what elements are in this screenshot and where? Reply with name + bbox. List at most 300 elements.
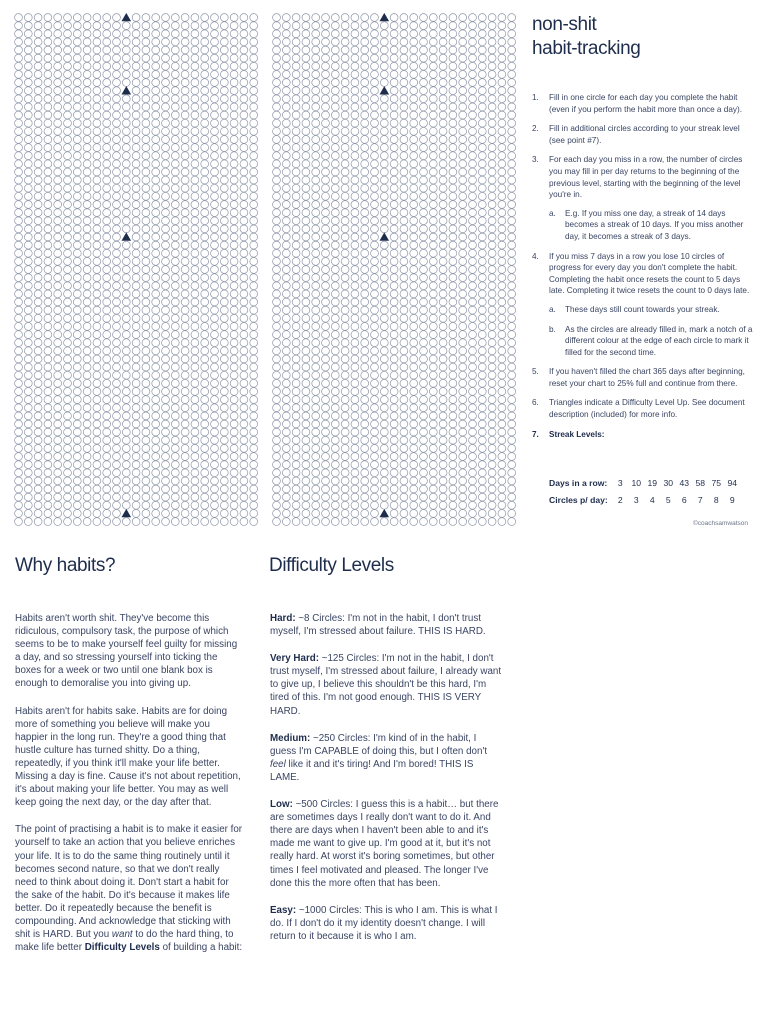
habit-circle[interactable] (171, 461, 179, 469)
habit-circle[interactable] (24, 209, 32, 217)
habit-circle[interactable] (64, 461, 72, 469)
habit-circle[interactable] (429, 363, 437, 371)
habit-circle[interactable] (93, 298, 101, 306)
habit-circle[interactable] (292, 54, 300, 62)
habit-circle[interactable] (240, 136, 248, 144)
habit-circle[interactable] (508, 363, 516, 371)
habit-circle[interactable] (410, 22, 418, 30)
habit-circle[interactable] (400, 371, 408, 379)
habit-circle[interactable] (449, 127, 457, 135)
habit-circle[interactable] (351, 501, 359, 509)
habit-circle[interactable] (142, 38, 150, 46)
habit-circle[interactable] (439, 168, 447, 176)
habit-circle[interactable] (73, 363, 81, 371)
habit-circle[interactable] (410, 355, 418, 363)
habit-circle[interactable] (54, 266, 62, 274)
habit-circle[interactable] (449, 103, 457, 111)
habit-circle[interactable] (273, 119, 281, 127)
habit-circle[interactable] (410, 71, 418, 79)
habit-circle[interactable] (449, 184, 457, 192)
habit-circle[interactable] (488, 192, 496, 200)
habit-circle[interactable] (351, 477, 359, 485)
habit-circle[interactable] (152, 22, 160, 30)
habit-circle[interactable] (24, 62, 32, 70)
habit-circle[interactable] (220, 127, 228, 135)
habit-circle[interactable] (371, 453, 379, 461)
habit-circle[interactable] (24, 249, 32, 257)
habit-circle[interactable] (439, 225, 447, 233)
habit-circle[interactable] (273, 444, 281, 452)
habit-circle[interactable] (142, 79, 150, 87)
habit-circle[interactable] (273, 71, 281, 79)
habit-circle[interactable] (44, 192, 52, 200)
habit-circle[interactable] (15, 477, 23, 485)
habit-circle[interactable] (54, 14, 62, 22)
habit-circle[interactable] (371, 436, 379, 444)
habit-circle[interactable] (282, 144, 290, 152)
habit-circle[interactable] (282, 510, 290, 518)
habit-circle[interactable] (64, 290, 72, 298)
habit-circle[interactable] (459, 444, 467, 452)
habit-circle[interactable] (420, 412, 428, 420)
habit-circle[interactable] (371, 314, 379, 322)
habit-circle[interactable] (371, 339, 379, 347)
habit-circle[interactable] (15, 444, 23, 452)
habit-circle[interactable] (351, 420, 359, 428)
habit-circle[interactable] (64, 428, 72, 436)
habit-circle[interactable] (230, 493, 238, 501)
habit-circle[interactable] (34, 444, 42, 452)
habit-circle[interactable] (54, 347, 62, 355)
habit-circle[interactable] (24, 103, 32, 111)
habit-circle[interactable] (282, 201, 290, 209)
habit-circle[interactable] (312, 436, 320, 444)
habit-circle[interactable] (459, 62, 467, 70)
habit-circle[interactable] (380, 127, 388, 135)
habit-circle[interactable] (93, 355, 101, 363)
habit-circle[interactable] (93, 282, 101, 290)
habit-circle[interactable] (469, 412, 477, 420)
habit-circle[interactable] (459, 469, 467, 477)
habit-circle[interactable] (273, 314, 281, 322)
habit-circle[interactable] (64, 71, 72, 79)
habit-circle[interactable] (273, 396, 281, 404)
habit-circle[interactable] (400, 290, 408, 298)
habit-circle[interactable] (341, 241, 349, 249)
habit-circle[interactable] (230, 87, 238, 95)
habit-circle[interactable] (341, 184, 349, 192)
habit-circle[interactable] (508, 323, 516, 331)
habit-circle[interactable] (220, 355, 228, 363)
habit-circle[interactable] (162, 331, 170, 339)
habit-circle[interactable] (64, 62, 72, 70)
habit-circle[interactable] (488, 323, 496, 331)
habit-circle[interactable] (380, 144, 388, 152)
habit-circle[interactable] (410, 46, 418, 54)
habit-circle[interactable] (331, 355, 339, 363)
habit-circle[interactable] (93, 119, 101, 127)
habit-circle[interactable] (488, 95, 496, 103)
habit-circle[interactable] (15, 339, 23, 347)
habit-circle[interactable] (371, 160, 379, 168)
habit-circle[interactable] (201, 103, 209, 111)
habit-circle[interactable] (181, 347, 189, 355)
habit-circle[interactable] (429, 127, 437, 135)
habit-circle[interactable] (15, 258, 23, 266)
habit-circle[interactable] (181, 290, 189, 298)
habit-circle[interactable] (44, 282, 52, 290)
habit-circle[interactable] (162, 62, 170, 70)
habit-circle[interactable] (54, 339, 62, 347)
habit-circle[interactable] (201, 388, 209, 396)
habit-circle[interactable] (93, 54, 101, 62)
habit-circle[interactable] (410, 201, 418, 209)
habit-circle[interactable] (152, 184, 160, 192)
habit-circle[interactable] (331, 306, 339, 314)
habit-circle[interactable] (469, 444, 477, 452)
habit-circle[interactable] (420, 184, 428, 192)
habit-circle[interactable] (439, 136, 447, 144)
habit-circle[interactable] (341, 87, 349, 95)
habit-circle[interactable] (220, 136, 228, 144)
habit-circle[interactable] (390, 290, 398, 298)
habit-circle[interactable] (282, 95, 290, 103)
habit-circle[interactable] (459, 192, 467, 200)
habit-circle[interactable] (508, 493, 516, 501)
habit-circle[interactable] (220, 144, 228, 152)
habit-circle[interactable] (498, 119, 506, 127)
habit-circle[interactable] (302, 46, 310, 54)
habit-circle[interactable] (142, 201, 150, 209)
habit-circle[interactable] (498, 306, 506, 314)
habit-circle[interactable] (201, 282, 209, 290)
habit-circle[interactable] (439, 62, 447, 70)
habit-circle[interactable] (171, 404, 179, 412)
habit-circle[interactable] (302, 510, 310, 518)
habit-circle[interactable] (64, 144, 72, 152)
habit-circle[interactable] (498, 225, 506, 233)
habit-circle[interactable] (322, 428, 330, 436)
habit-circle[interactable] (312, 274, 320, 282)
habit-circle[interactable] (44, 79, 52, 87)
habit-circle[interactable] (429, 420, 437, 428)
habit-circle[interactable] (380, 404, 388, 412)
habit-circle[interactable] (400, 54, 408, 62)
habit-circle[interactable] (230, 339, 238, 347)
habit-circle[interactable] (113, 160, 121, 168)
habit-circle[interactable] (282, 290, 290, 298)
habit-circle[interactable] (449, 306, 457, 314)
habit-circle[interactable] (240, 412, 248, 420)
habit-circle[interactable] (361, 87, 369, 95)
habit-circle[interactable] (171, 168, 179, 176)
habit-circle[interactable] (351, 290, 359, 298)
habit-circle[interactable] (449, 404, 457, 412)
habit-circle[interactable] (420, 71, 428, 79)
habit-circle[interactable] (181, 184, 189, 192)
habit-circle[interactable] (93, 339, 101, 347)
habit-circle[interactable] (152, 176, 160, 184)
habit-circle[interactable] (93, 176, 101, 184)
habit-circle[interactable] (64, 485, 72, 493)
habit-circle[interactable] (181, 103, 189, 111)
habit-circle[interactable] (508, 274, 516, 282)
habit-circle[interactable] (351, 30, 359, 38)
habit-circle[interactable] (34, 209, 42, 217)
habit-circle[interactable] (282, 241, 290, 249)
habit-circle[interactable] (282, 501, 290, 509)
habit-circle[interactable] (34, 453, 42, 461)
habit-circle[interactable] (152, 323, 160, 331)
habit-circle[interactable] (162, 152, 170, 160)
habit-circle[interactable] (15, 323, 23, 331)
habit-circle[interactable] (250, 420, 258, 428)
habit-circle[interactable] (400, 469, 408, 477)
habit-circle[interactable] (152, 119, 160, 127)
habit-circle[interactable] (371, 233, 379, 241)
habit-circle[interactable] (54, 404, 62, 412)
habit-circle[interactable] (469, 436, 477, 444)
habit-circle[interactable] (508, 192, 516, 200)
habit-circle[interactable] (410, 282, 418, 290)
habit-circle[interactable] (331, 258, 339, 266)
habit-circle[interactable] (103, 444, 111, 452)
habit-circle[interactable] (488, 493, 496, 501)
habit-circle[interactable] (142, 241, 150, 249)
habit-circle[interactable] (250, 469, 258, 477)
habit-circle[interactable] (429, 46, 437, 54)
habit-circle[interactable] (15, 209, 23, 217)
habit-circle[interactable] (142, 249, 150, 257)
habit-circle[interactable] (250, 355, 258, 363)
habit-circle[interactable] (331, 168, 339, 176)
habit-circle[interactable] (15, 388, 23, 396)
habit-circle[interactable] (380, 103, 388, 111)
habit-circle[interactable] (478, 282, 486, 290)
habit-circle[interactable] (312, 14, 320, 22)
habit-circle[interactable] (250, 103, 258, 111)
habit-circle[interactable] (171, 274, 179, 282)
habit-circle[interactable] (302, 168, 310, 176)
habit-circle[interactable] (478, 62, 486, 70)
habit-circle[interactable] (152, 38, 160, 46)
habit-circle[interactable] (508, 298, 516, 306)
habit-circle[interactable] (73, 469, 81, 477)
habit-circle[interactable] (351, 274, 359, 282)
habit-circle[interactable] (439, 388, 447, 396)
habit-circle[interactable] (292, 469, 300, 477)
habit-circle[interactable] (380, 331, 388, 339)
habit-circle[interactable] (93, 62, 101, 70)
habit-circle[interactable] (132, 444, 140, 452)
habit-circle[interactable] (429, 379, 437, 387)
habit-circle[interactable] (64, 282, 72, 290)
habit-circle[interactable] (44, 493, 52, 501)
habit-circle[interactable] (292, 71, 300, 79)
habit-circle[interactable] (469, 274, 477, 282)
habit-circle[interactable] (64, 412, 72, 420)
habit-circle[interactable] (132, 355, 140, 363)
habit-circle[interactable] (420, 282, 428, 290)
habit-circle[interactable] (34, 119, 42, 127)
habit-circle[interactable] (44, 136, 52, 144)
habit-circle[interactable] (400, 493, 408, 501)
habit-circle[interactable] (122, 363, 130, 371)
habit-circle[interactable] (400, 160, 408, 168)
habit-circle[interactable] (240, 95, 248, 103)
habit-circle[interactable] (24, 38, 32, 46)
habit-circle[interactable] (201, 30, 209, 38)
habit-circle[interactable] (361, 485, 369, 493)
habit-circle[interactable] (201, 136, 209, 144)
habit-circle[interactable] (302, 160, 310, 168)
habit-circle[interactable] (122, 144, 130, 152)
habit-circle[interactable] (508, 404, 516, 412)
habit-circle[interactable] (250, 192, 258, 200)
habit-circle[interactable] (162, 412, 170, 420)
habit-circle[interactable] (469, 217, 477, 225)
habit-circle[interactable] (459, 363, 467, 371)
habit-circle[interactable] (361, 396, 369, 404)
habit-circle[interactable] (478, 331, 486, 339)
habit-circle[interactable] (64, 87, 72, 95)
habit-circle[interactable] (113, 184, 121, 192)
habit-circle[interactable] (113, 87, 121, 95)
habit-circle[interactable] (410, 371, 418, 379)
habit-circle[interactable] (132, 453, 140, 461)
habit-circle[interactable] (282, 217, 290, 225)
habit-circle[interactable] (240, 485, 248, 493)
habit-circle[interactable] (142, 95, 150, 103)
habit-circle[interactable] (64, 331, 72, 339)
habit-circle[interactable] (390, 420, 398, 428)
habit-circle[interactable] (132, 144, 140, 152)
habit-circle[interactable] (331, 192, 339, 200)
habit-circle[interactable] (498, 436, 506, 444)
habit-circle[interactable] (240, 103, 248, 111)
habit-circle[interactable] (312, 363, 320, 371)
habit-circle[interactable] (250, 209, 258, 217)
habit-circle[interactable] (488, 501, 496, 509)
habit-circle[interactable] (498, 127, 506, 135)
habit-circle[interactable] (44, 363, 52, 371)
habit-circle[interactable] (351, 282, 359, 290)
habit-circle[interactable] (390, 461, 398, 469)
habit-circle[interactable] (73, 314, 81, 322)
habit-circle[interactable] (429, 314, 437, 322)
habit-circle[interactable] (24, 79, 32, 87)
habit-circle[interactable] (273, 201, 281, 209)
habit-circle[interactable] (488, 388, 496, 396)
habit-circle[interactable] (250, 168, 258, 176)
habit-circle[interactable] (459, 371, 467, 379)
habit-circle[interactable] (361, 461, 369, 469)
habit-circle[interactable] (54, 420, 62, 428)
habit-circle[interactable] (152, 46, 160, 54)
habit-circle[interactable] (93, 347, 101, 355)
habit-circle[interactable] (64, 306, 72, 314)
habit-circle[interactable] (459, 46, 467, 54)
habit-circle[interactable] (331, 461, 339, 469)
habit-circle[interactable] (312, 95, 320, 103)
habit-circle[interactable] (312, 152, 320, 160)
habit-circle[interactable] (351, 379, 359, 387)
habit-circle[interactable] (459, 453, 467, 461)
habit-circle[interactable] (64, 436, 72, 444)
habit-circle[interactable] (302, 54, 310, 62)
habit-circle[interactable] (44, 331, 52, 339)
habit-circle[interactable] (15, 282, 23, 290)
habit-circle[interactable] (351, 233, 359, 241)
habit-circle[interactable] (201, 119, 209, 127)
habit-circle[interactable] (361, 388, 369, 396)
habit-circle[interactable] (449, 152, 457, 160)
habit-circle[interactable] (282, 469, 290, 477)
habit-circle[interactable] (469, 127, 477, 135)
habit-circle[interactable] (341, 217, 349, 225)
habit-circle[interactable] (322, 209, 330, 217)
habit-circle[interactable] (44, 518, 52, 526)
habit-circle[interactable] (211, 38, 219, 46)
habit-circle[interactable] (132, 233, 140, 241)
habit-circle[interactable] (73, 379, 81, 387)
habit-circle[interactable] (420, 201, 428, 209)
habit-circle[interactable] (400, 176, 408, 184)
habit-circle[interactable] (380, 266, 388, 274)
habit-circle[interactable] (273, 323, 281, 331)
habit-circle[interactable] (292, 168, 300, 176)
habit-circle[interactable] (439, 144, 447, 152)
habit-circle[interactable] (34, 176, 42, 184)
habit-circle[interactable] (240, 282, 248, 290)
habit-circle[interactable] (302, 136, 310, 144)
habit-circle[interactable] (292, 339, 300, 347)
habit-circle[interactable] (15, 160, 23, 168)
habit-circle[interactable] (162, 428, 170, 436)
habit-circle[interactable] (478, 46, 486, 54)
habit-circle[interactable] (24, 192, 32, 200)
habit-circle[interactable] (230, 119, 238, 127)
habit-circle[interactable] (142, 396, 150, 404)
habit-circle[interactable] (273, 518, 281, 526)
habit-circle[interactable] (341, 396, 349, 404)
habit-circle[interactable] (380, 298, 388, 306)
habit-circle[interactable] (371, 209, 379, 217)
habit-circle[interactable] (469, 298, 477, 306)
habit-circle[interactable] (400, 233, 408, 241)
habit-circle[interactable] (181, 323, 189, 331)
habit-circle[interactable] (191, 62, 199, 70)
habit-circle[interactable] (15, 225, 23, 233)
habit-circle[interactable] (488, 290, 496, 298)
habit-circle[interactable] (322, 225, 330, 233)
habit-circle[interactable] (449, 266, 457, 274)
habit-circle[interactable] (201, 152, 209, 160)
habit-circle[interactable] (171, 22, 179, 30)
habit-circle[interactable] (64, 510, 72, 518)
habit-circle[interactable] (103, 485, 111, 493)
habit-circle[interactable] (331, 62, 339, 70)
habit-circle[interactable] (459, 355, 467, 363)
habit-circle[interactable] (331, 282, 339, 290)
habit-circle[interactable] (103, 14, 111, 22)
habit-circle[interactable] (292, 428, 300, 436)
habit-circle[interactable] (312, 168, 320, 176)
habit-circle[interactable] (400, 477, 408, 485)
habit-circle[interactable] (54, 103, 62, 111)
habit-circle[interactable] (410, 396, 418, 404)
habit-circle[interactable] (351, 444, 359, 452)
